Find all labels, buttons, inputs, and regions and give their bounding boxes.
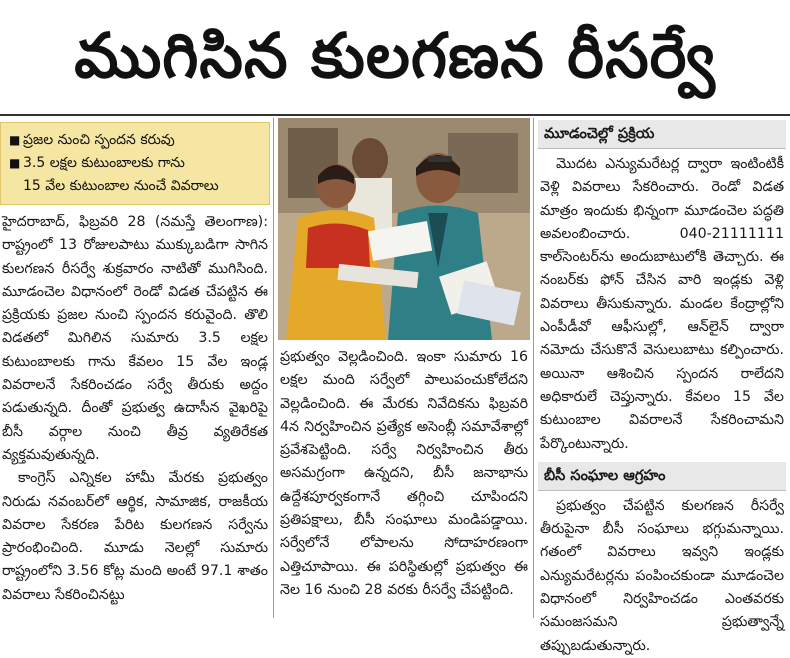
highlight-continuation: 15 వేల కుటుంబాల నుంచే వివరాలు xyxy=(23,178,219,194)
left-article-body xyxy=(0,211,270,607)
highlight-item xyxy=(9,129,261,152)
news-photo xyxy=(278,118,530,340)
left-column xyxy=(0,118,270,618)
page-headline: ముగిసిన కులగణన రీసర్వే xyxy=(74,19,716,92)
right-column xyxy=(538,118,786,654)
bullet-icon: ■ xyxy=(9,133,21,147)
article-paragraph: ప్రభుత్వం వెల్లడించింది. ఇంకా సుమారు 16 లక్షల మంది సర్వేలో పాలుపంచుకోలేదని వెల్లడించింది. ఈ మేరకు నివేదికను ఫిబ్రవరి 4న నిర్వహించిన ప్రత్యేక అసెంబ్లీ సమావేశాల్లో ప్రవేశపెట్టింది. సర్వే నిర్వహించిన తీరు అసమగ్రంగా ఉన్నదని, బీసీ జనాభాను ఉద్దేశపూర్వకంగానే తగ్గించి చూపిందని ప్రతిపక్షాలు, బీసీ సంఘాలు మండిపడ్డాయి. సర్వేలోనే లోపాలను సోదాహరణంగా ఎత్తిచూపాయి. ఈ పరిస్థితుల్లో ప్రభుత్వం ఈ నెల 16 నుంచి 28 వరకు రీసర్వే చేపట్టింది. xyxy=(280,349,528,598)
highlight-text: 3.5 లక్షల కుటుంబాలకు గాను xyxy=(23,155,185,171)
article-paragraph: ప్రభుత్వం చేపట్టిన కులగణన రీసర్వే తీరుపైనా బీసీ సంఘాలు భగ్గుమన్నాయి. గతంలో వివరాలు ఇవ్వని ఇండ్లకు ఎన్యుమరేటర్లను పంపించకుండా మూడంచెల విధానంలో నిర్వహించడం ఎంతవరకు సమంజసమని ప్రభుత్వాన్నే తప్పుబడుతున్నారు. xyxy=(540,497,784,654)
section-subhead: మూడంచెల్లో ప్రక్రియ xyxy=(538,120,786,149)
section-subhead: బీసీ సంఘాల ఆగ్రహం xyxy=(538,462,786,491)
right-article-body xyxy=(538,153,786,456)
news-photo-illustration xyxy=(278,118,530,340)
highlights-box xyxy=(0,122,270,205)
column-divider-left xyxy=(273,118,274,618)
highlight-text: ప్రజల నుంచి స్పందన కరువు xyxy=(23,132,175,148)
highlight-item xyxy=(9,152,261,175)
column-divider-right xyxy=(533,118,534,618)
article-paragraph: హైదరాబాద్, ఫిబ్రవరి 28 (నమస్తే తెలంగాణ): రాష్ట్రంలో 13 రోజులపాటు ముక్కుబడిగా సాగిన కులగణన రీసర్వే శుక్రవారం నాటితో ముగిసింది. మూడంచెల విధానంలో రెండో విడత చేపట్టిన ఈ ప్రక్రియకు ప్రజల నుంచి స్పందన కరువైంది. తొలి విడతలో మిగిలిన సుమారు 3.5 లక్షల కుటుంబాలకు గాను కేవలం 15 వేల ఇండ్ల వివరాలనే సేకరించడం సర్వే తీరుకు అద్దం పడుతున్నది. దీంతో ప్రభుత్వ ఉదాసీన వైఖరిపై బీసీ వర్గాల నుంచి తీవ్ర వ్యతిరేకత వ్యక్తమవుతున్నది. xyxy=(2,214,268,463)
middle-column xyxy=(278,118,530,618)
headline-rule xyxy=(0,114,790,116)
middle-article-body xyxy=(278,346,530,602)
right-article-body xyxy=(538,495,786,658)
article-paragraph: కాంగ్రెస్ ఎన్నికల హామీ మేరకు ప్రభుత్వం నిరుడు నవంబర్‌లో ఆర్థిక, సామాజిక, రాజకీయ వివరాల సేకరణ పేరిట కులగణన సర్వేను ప్రారంభించింది. మూడు నెలల్లో సుమారు రాష్ట్రంలోని 3.56 కోట్ల మంది అంటే 97.1 శాతం వివరాలు సేకరించినట్టు xyxy=(2,470,268,603)
article-paragraph: మొదట ఎన్యుమరేటర్ల ద్వారా ఇంటింటికీ వెళ్లి వివరాలు సేకరించారు. రెండో విడత మాత్రం ఇందుకు భిన్నంగా మూడంచెల పద్ధతి అవలంబించారు. 040-21111111 కాల్‌సెంటర్‌ను అందుబాటులోకి తెచ్చారు. ఈ నంబర్‌కు ఫోన్ చేసిన వారి ఇండ్లకు వెళ్లి వివరాలు తీసుకున్నారు. మండల కేంద్రాల్లోని ఎంపీడీవో ఆఫీసుల్లో, ఆన్‌లైన్ ద్వారా నమోదు చేసుకొనే వెసులుబాటు కల్పించారు. అయినా ఆశించిన స్పందన రాలేదని అధికారులే చెప్తున్నారు. కేవలం 15 వేల కుటుంబాల వివరాలనే సేకరించామని పేర్కొంటున్నారు. xyxy=(540,156,784,452)
bullet-icon: ■ xyxy=(9,156,21,170)
